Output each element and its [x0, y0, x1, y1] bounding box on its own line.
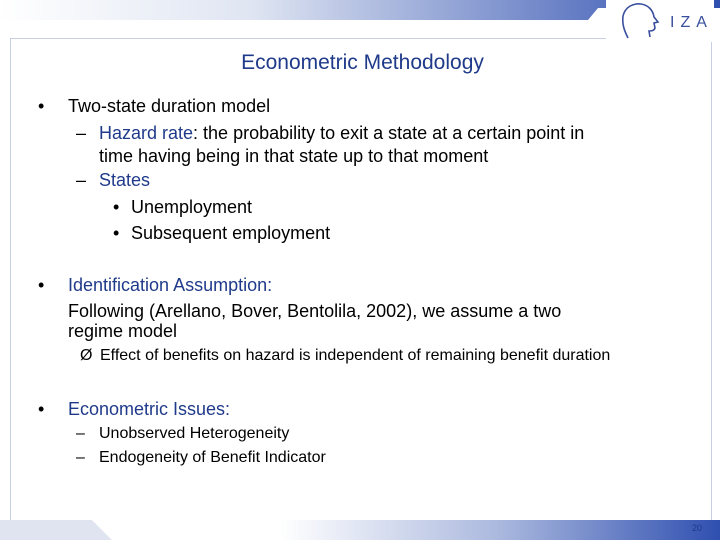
issue-unobserved-heterogeneity: Unobserved Heterogeneity [99, 425, 290, 442]
arrow-marker: Ø [80, 347, 93, 364]
page-number: 20 [691, 523, 702, 533]
footer-gradient-bar [0, 518, 720, 540]
econometric-issues-label: Econometric Issues: [68, 399, 231, 419]
slide-title: Econometric Methodology [241, 51, 484, 74]
bullet-marker: • [38, 275, 45, 295]
hazard-rate-label: Hazard rate [99, 123, 194, 143]
benefit-effect-text: Effect of benefits on hazard is independent of remaining benefit duration [100, 347, 611, 364]
bullet-two-state: Two-state duration model [68, 96, 271, 116]
issue-endogeneity: Endogeneity of Benefit Indicator [99, 449, 326, 466]
bullet-marker: • [38, 399, 45, 419]
hazard-rate-text: : the probability to exit a state at a certain point in [193, 123, 585, 143]
sub-bullet-marker: • [113, 197, 120, 217]
state-unemployment: Unemployment [131, 197, 253, 217]
states-label: States [99, 170, 151, 190]
identification-line2: Following (Arellano, Bover, Bentolila, 2002), we assume a two [68, 301, 562, 321]
head-profile-icon [606, 0, 714, 42]
bullet-marker: • [38, 96, 45, 116]
hazard-rate-continuation: time having being in that state up to that moment [99, 146, 489, 166]
logo-text: IZA [670, 14, 713, 31]
identification-line3: regime model [68, 321, 178, 341]
dash-marker: – [76, 170, 87, 190]
iza-logo [606, 0, 714, 42]
dash-marker: – [76, 123, 87, 143]
sub-bullet-marker: • [113, 223, 120, 243]
identification-label: Identification Assumption: [68, 275, 273, 295]
dash-marker: – [76, 449, 85, 466]
dash-marker: – [76, 425, 85, 442]
state-subsequent-employment: Subsequent employment [131, 223, 331, 243]
